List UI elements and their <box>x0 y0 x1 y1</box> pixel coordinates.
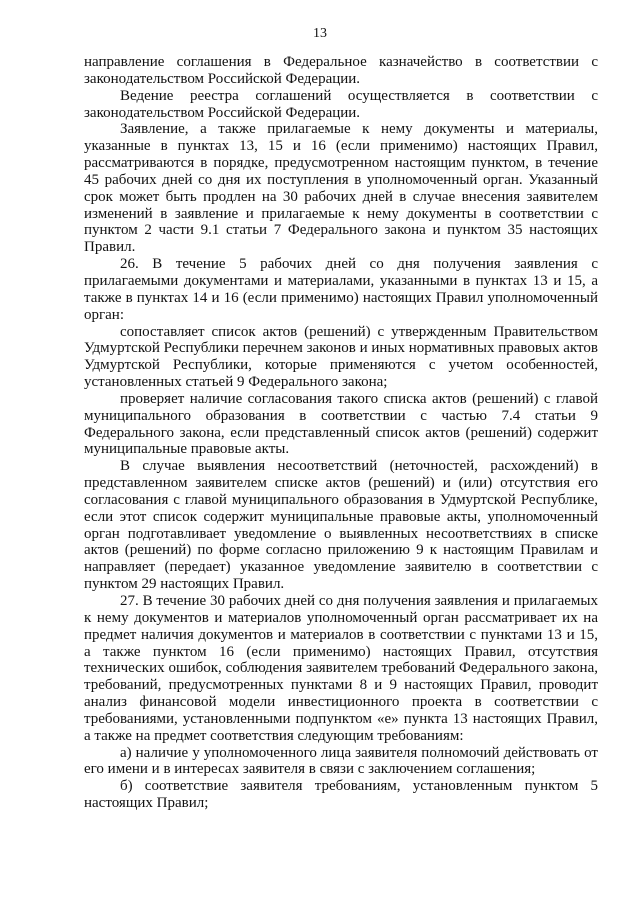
paragraph-26: 26. В течение 5 рабочих дней со дня получения заявления с прилагаемыми документами и материалами, указанными в пунктах 13 и 15, а также в пунктах 14 и 16 (если применимо) настоящих Правил уполномоченный орган: <box>84 256 598 323</box>
paragraph-agreement-treasury: направление соглашения в Федеральное казначейство в соответствии с законодательством Российской Федерации. <box>84 54 598 87</box>
paragraph-check-approval: проверяет наличие согласования такого списка актов (решений) с главой муниципального образования в соответствии с частью 7.4 статьи 9 Федерального закона, если представленный список актов (решений) содержит муниципальные правовые акты. <box>84 390 598 458</box>
paragraph-discrepancies: В случае выявления несоответствий (неточностей, расхождений) в представленном заявителем списке актов (решений) и (или) отсутствия его согласования с главой муниципального образования в Удмуртской Республике, если этот список содержит муниципальные правовые акты, уполномоченный орган подготавливает уведомление о выявленных несоответствиях в списке актов (решений) по форме согласно приложению 9 к настоящим Правилам и направляет (передает) указанное уведомление заявителю в соответствии с пунктом 29 настоящих Правил. <box>84 458 598 593</box>
paragraph-compare-acts: сопоставляет список актов (решений) с утвержденным Правительством Удмуртской Республики перечнем законов и иных нормативных правовых актов Удмуртской Республики, которые применяются с учетом особенностей, установленных статьей 9 Федерального закона; <box>84 323 598 391</box>
paragraph-item-b: б) соответствие заявителя требованиям, установленным пунктом 5 настоящих Правил; <box>84 778 598 812</box>
paragraph-item-a: а) наличие у уполномоченного лица заявителя полномочий действовать от его имени и в интересах заявителя в связи с заключением соглашения; <box>84 744 598 778</box>
page-number: 13 <box>313 26 327 41</box>
paragraph-registry: Ведение реестра соглашений осуществляется в соответствии с законодательством Российской Федерации. <box>84 87 598 121</box>
paragraph-27: 27. В течение 30 рабочих дней со дня получения заявления и прилагаемых к нему документов и материалов уполномоченный орган рассматривает их на предмет наличия документов и материалов в соответствии с пунктами 13 и 15, а также пунктом 16 (если применимо) настоящих Правил, отсутствия технических ошибок, соблюдения заявителем требований Федерального закона, требований, предусмотренных пунктами 8 и 9 настоящих Правил, проводит анализ финансовой модели инвестиционного проекта в соответствии с требованиями, установленными подпунктом «е» пункта 13 настоящих Правил, а также на предмет соответствия следующим требованиям: <box>84 593 598 744</box>
document-body <box>84 54 598 812</box>
paragraph-application-review: Заявление, а также прилагаемые к нему документы и материалы, указанные в пунктах 13, 15 и 16 (если применимо) настоящих Правил, рассматриваются в порядке, предусмотренном настоящим пунктом, в течение 45 рабочих дней со дня их поступления в уполномоченный орган. Указанный срок может быть продлен на 30 рабочих дней в случае внесения заявителем изменений в заявление и прилагаемые к нему документы в соответствии с пунктом 2 части 9.1 статьи 7 Федерального закона и пунктом 35 настоящих Правил. <box>84 121 598 256</box>
